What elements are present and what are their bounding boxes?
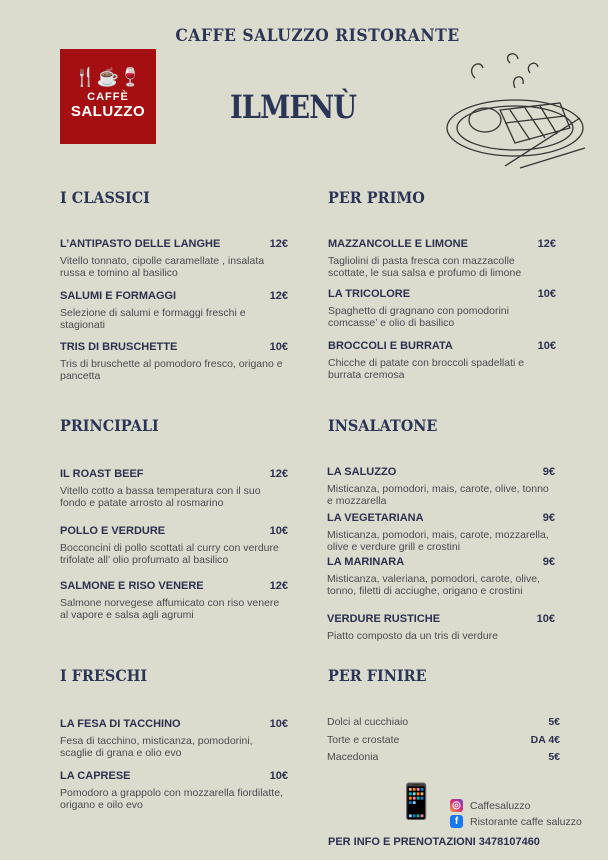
dessert-item	[327, 734, 560, 746]
menu-item	[327, 556, 555, 597]
item-name: VERDURE RUSTICHE	[327, 613, 441, 625]
section-title-classici: I CLASSICI	[60, 188, 150, 207]
booking-info: PER INFO E PRENOTAZIONI 3478107460	[328, 836, 540, 848]
cutlery-cup-icon: 🍴☕🍷	[74, 67, 142, 87]
instagram-link[interactable]	[450, 799, 531, 812]
menu-item	[328, 238, 556, 279]
item-name: Macedonia	[327, 751, 379, 763]
section-title-insalatone: INSALATONE	[328, 416, 438, 435]
item-price: 9€	[542, 466, 555, 478]
item-price: 10€	[536, 613, 555, 625]
item-price: 9€	[542, 556, 555, 568]
item-name: SALMONE E RISO VENERE	[60, 580, 204, 592]
facebook-link[interactable]	[450, 815, 582, 828]
item-price: 12€	[269, 238, 288, 250]
item-name: LA SALUZZO	[327, 466, 397, 478]
facebook-icon: f	[450, 815, 463, 828]
item-price: 10€	[269, 341, 288, 353]
item-name: LA FESA DI TACCHINO	[60, 718, 181, 730]
item-description: Chicche di patate con broccoli spadellati e burrata cremosa	[328, 357, 525, 381]
item-price: DA 4€	[530, 734, 560, 746]
item-price: 5€	[548, 716, 560, 728]
item-price: 10€	[269, 525, 288, 537]
instagram-handle: Caffesaluzzo	[470, 799, 531, 812]
item-description: Misticanza, pomodori, mais, carote, olive, tonno e mozzarella	[327, 483, 549, 507]
menu-item	[327, 466, 555, 507]
item-description: Spaghetto di gragnano con pomodorini comcasse’ e olio di basilico	[328, 305, 509, 329]
item-name: LA TRICOLORE	[328, 288, 411, 300]
item-description: Bocconcini di pollo scottati al curry con verdure trifolate all’ olio profumato al basilico	[60, 542, 279, 566]
item-name: LA MARINARA	[327, 556, 405, 568]
menu-item	[60, 290, 288, 331]
menu-item	[328, 340, 556, 381]
menu-item	[60, 718, 288, 759]
item-price: 10€	[269, 770, 288, 782]
item-price: 12€	[269, 468, 288, 480]
item-price: 12€	[537, 238, 556, 250]
section-title-finire: PER FINIRE	[328, 666, 427, 685]
menu-item	[60, 238, 288, 279]
menu-item	[60, 468, 288, 509]
section-title-freschi: I FRESCHI	[60, 666, 148, 685]
item-description: Misticanza, pomodori, mais, carote, mozzarella, olive e verdure grill e crostini	[327, 529, 549, 553]
item-description: Selezione di salumi e formaggi freschi e stagionati	[60, 307, 246, 331]
menu-item	[60, 580, 288, 621]
item-name: BROCCOLI E BURRATA	[328, 340, 453, 352]
item-name: MAZZANCOLLE E LIMONE	[328, 238, 468, 250]
item-price: 10€	[537, 340, 556, 352]
dessert-item	[327, 751, 560, 763]
item-description: Salmone norvegese affumicato con riso venere al vapore e salsa agli agrumi	[60, 597, 280, 621]
item-price: 5€	[548, 751, 560, 763]
item-name: TRIS DI BRUSCHETTE	[60, 341, 178, 353]
item-name: LA VEGETARIANA	[327, 512, 424, 524]
item-price: 12€	[269, 580, 288, 592]
menu-item	[60, 341, 288, 382]
item-name: POLLO E VERDURE	[60, 525, 166, 537]
item-description: Vitello tonnato, cipolle caramellate , insalata russa e tomino al basilico	[60, 255, 265, 279]
item-price: 10€	[269, 718, 288, 730]
menu-item	[327, 512, 555, 553]
item-description: Misticanza, valeriana, pomodori, carote, olive, tonno, filetti di acciughe, origano e crostini	[327, 573, 541, 597]
item-description: Piatto composto da un tris di verdure	[327, 630, 499, 642]
menu-item	[60, 770, 288, 811]
item-name: IL ROAST BEEF	[60, 468, 144, 480]
page-title: ILMENÙ	[230, 88, 357, 126]
item-name: LA CAPRESE	[60, 770, 131, 782]
item-description: Pomodoro a grappolo con mozzarella fiordilatte, origano e oilo evo	[60, 787, 283, 811]
instagram-icon: ◎	[450, 799, 463, 812]
logo: 🍴☕🍷 CAFFÈ SALUZZO	[60, 49, 156, 144]
item-description: Fesa di tacchino, misticanza, pomodorini, scaglie di grana e olio evo	[60, 735, 253, 759]
item-name: SALUMI E FORMAGGI	[60, 290, 177, 302]
steak-illustration	[445, 48, 587, 173]
restaurant-name: CAFFE SALUZZO RISTORANTE	[175, 26, 460, 46]
item-price: 9€	[542, 512, 555, 524]
menu-item	[327, 613, 555, 642]
item-price: 10€	[537, 288, 556, 300]
section-title-principali: PRINCIPALI	[60, 416, 159, 435]
menu-item	[60, 525, 288, 566]
dessert-item	[327, 716, 560, 728]
item-name: L’ANTIPASTO DELLE LANGHE	[60, 238, 221, 250]
item-name: Dolci al cucchiaio	[327, 716, 409, 728]
social-media-icon: 📱	[395, 783, 438, 821]
item-description: Tagliolini di pasta fresca con mazzacolle scottate, le sua salsa e profumo di limone	[328, 255, 522, 279]
item-price: 12€	[269, 290, 288, 302]
item-description: Tris di bruschette al pomodoro fresco, origano e pancetta	[60, 358, 283, 382]
facebook-handle: Ristorante caffe saluzzo	[470, 815, 582, 828]
menu-item	[328, 288, 556, 329]
item-description: Vitello cotto a bassa temperatura con il suo fondo e patate arrosto al rosmarino	[60, 485, 261, 509]
section-title-primo: PER PRIMO	[328, 188, 425, 207]
item-name: Torte e crostate	[327, 734, 400, 746]
